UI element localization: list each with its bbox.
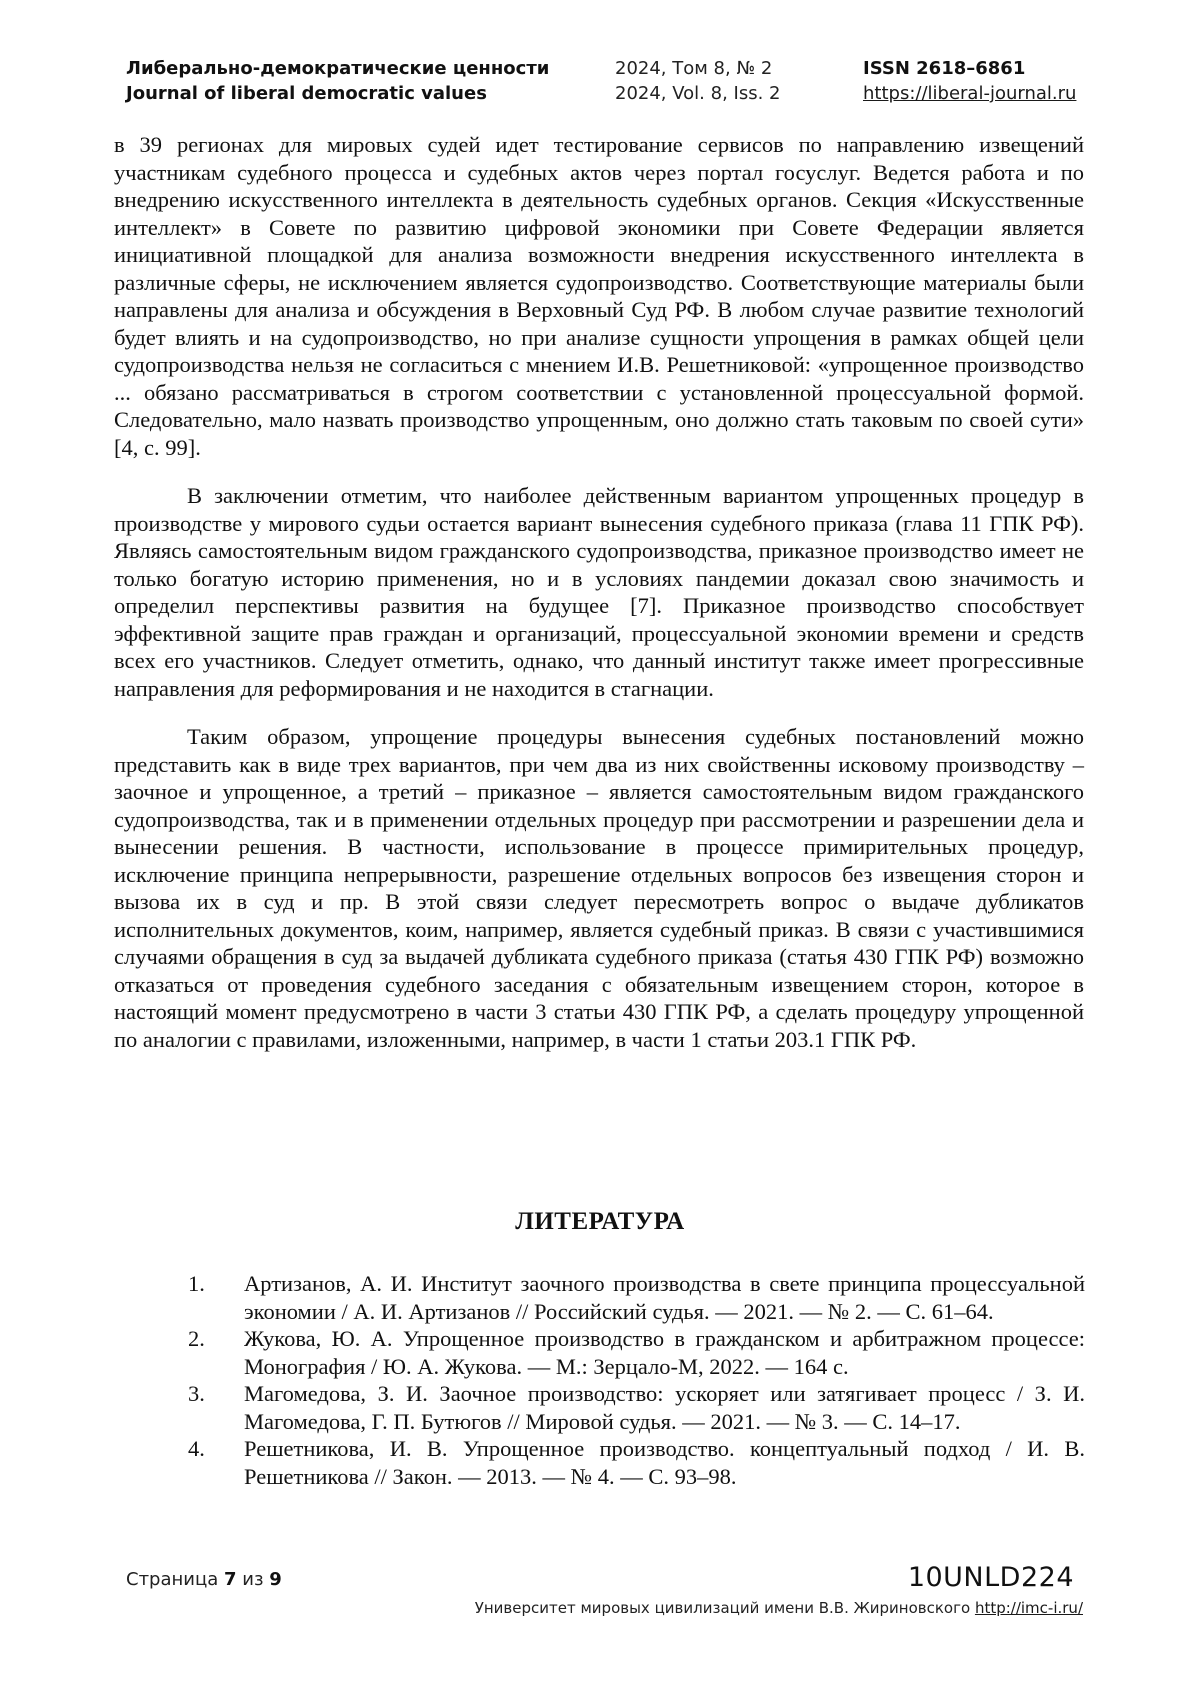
- reference-text: Решетникова, И. В. Упрощенное производство. концептуальный подход / И. В. Решетникова // Закон. — 2013. — № 4. — С. 93–98.: [244, 1436, 1085, 1489]
- reference-item: [188, 1380, 1085, 1435]
- body-paragraph: В заключении отметим, что наиболее действенным вариантом упрощенных процедур в производстве у мирового судьи остается вариант вынесения судебного приказа (глава 11 ГПК РФ). Являясь самостоятельным видом гражданского судопроизводства, приказное производство имеет не только богатую историю применения, но и в условиях пандемии доказал свою значимость и определил перспективы развития на будущее [7]. Приказное производство способствует эффективной защите прав граждан и организаций, процессуальной экономии времени и средств всех его участников. Следует отметить, однако, что данный институт также имеет прогрессивные направления для реформирования и не находится в стагнации.: [114, 482, 1084, 702]
- journal-issn-block: [863, 56, 1076, 106]
- journal-title-en: Journal of liberal democratic values: [126, 81, 549, 106]
- journal-title: [126, 56, 549, 106]
- reference-number: 3.: [188, 1380, 205, 1408]
- references-title: ЛИТЕРАТУРА: [0, 1208, 1200, 1236]
- reference-number: 4.: [188, 1435, 205, 1463]
- university-link[interactable]: http://imc-i.ru/: [975, 1599, 1083, 1617]
- reference-text: Магомедова, З. И. Заочное производство: ускоряет или затягивает процесс / З. И. Магомедова, Г. П. Бутюгов // Мировой судья. — 2021. — № 3. — С. 14–17.: [244, 1381, 1085, 1434]
- journal-volume-en: 2024, Vol. 8, Iss. 2: [615, 81, 780, 106]
- journal-volume: [615, 56, 780, 106]
- reference-text: Жукова, Ю. А. Упрощенное производство в гражданском и арбитражном процессе: Монография / Ю. А. Жукова. — М.: Зерцало-М, 2022. — 164 с.: [244, 1326, 1085, 1379]
- body-paragraph: Таким образом, упрощение процедуры вынесения судебных постановлений можно представить как в виде трех вариантов, при чем два из них свойственны исковому производству – заочное и упрощенное, а третий – приказное – является самостоятельным видом гражданского судопроизводства, так и в применении отдельных процедур при рассмотрении и разрешении дела и вынесении решения. В частности, использование в процессе примирительных процедур, исключение принципа непрерывности, разрешение отдельных вопросов без извещения сторон и вызова их в суд и пр. В этой связи следует пересмотреть вопрос о выдаче дубликатов исполнительных документов, коим, например, является судебный приказ. В связи с участившимися случаями обращения в суд за выдачей дубликата судебного приказа (статья 430 ГПК РФ) возможно отказаться от проведения судебного заседания с обязательным извещением сторон, которое в настоящий момент предусмотрено в части 3 статьи 430 ГПК РФ, а сделать процедуру упрощенной по аналогии с правилами, изложенными, например, в части 1 статьи 203.1 ГПК РФ.: [114, 723, 1084, 1053]
- page-counter: [126, 1569, 282, 1590]
- page-header: [126, 56, 1105, 106]
- journal-volume-ru: 2024, Том 8, № 2: [615, 56, 780, 81]
- reference-number: 2.: [188, 1325, 205, 1353]
- article-body: [114, 131, 1084, 1074]
- university-line: [475, 1599, 1083, 1617]
- university-name: Университет мировых цивилизаций имени В.В. Жириновского: [475, 1599, 970, 1617]
- reference-number: 1.: [188, 1270, 205, 1298]
- body-paragraph: в 39 регионах для мировых судей идет тестирование сервисов по направлению извещений участникам судебного процесса и судебных актов через портал госуслуг. Ведется работа и по внедрению искусственного интеллекта в деятельность судебных органов. Секция «Искусственные интеллект» в Совете по развитию цифровой экономики при Совете Федерации является инициативной площадкой для анализа возможности внедрения искусственного интеллекта в различные сферы, не исключением является судопроизводство. Соответствующие материалы были направлены для анализа и обсуждения в Верховный Суд РФ. В любом случае развитие технологий будет влиять и на судопроизводство, но при анализе сущности упрощения в рамках общей цели судопроизводства нельзя не согласиться с мнением И.В. Решетниковой: «упрощенное производство ... обязано рассматриваться в строгом соответствии с установленной процессуальной формой. Следовательно, мало назвать производство упрощенным, оно должно стать таковым по своей сути» [4, с. 99].: [114, 131, 1084, 461]
- reference-item: [188, 1270, 1085, 1325]
- journal-title-ru: Либерально-демократические ценности: [126, 56, 549, 81]
- page-total: 9: [269, 1569, 282, 1590]
- page-current: 7: [224, 1569, 237, 1590]
- reference-item: [188, 1325, 1085, 1380]
- journal-site-link[interactable]: https://liberal-journal.ru: [863, 83, 1076, 104]
- reference-text: Артизанов, А. И. Институт заочного производства в свете принципа процессуальной экономии / А. И. Артизанов // Российский судья. — 2021. — № 2. — С. 61–64.: [244, 1271, 1085, 1324]
- reference-item: [188, 1435, 1085, 1490]
- article-code: 10UNLD224: [908, 1562, 1074, 1593]
- page-counter-sep: из: [242, 1569, 263, 1590]
- issn-number: ISSN 2618–6861: [863, 56, 1076, 81]
- page-counter-prefix: Страница: [126, 1569, 218, 1590]
- references-list: [188, 1270, 1085, 1490]
